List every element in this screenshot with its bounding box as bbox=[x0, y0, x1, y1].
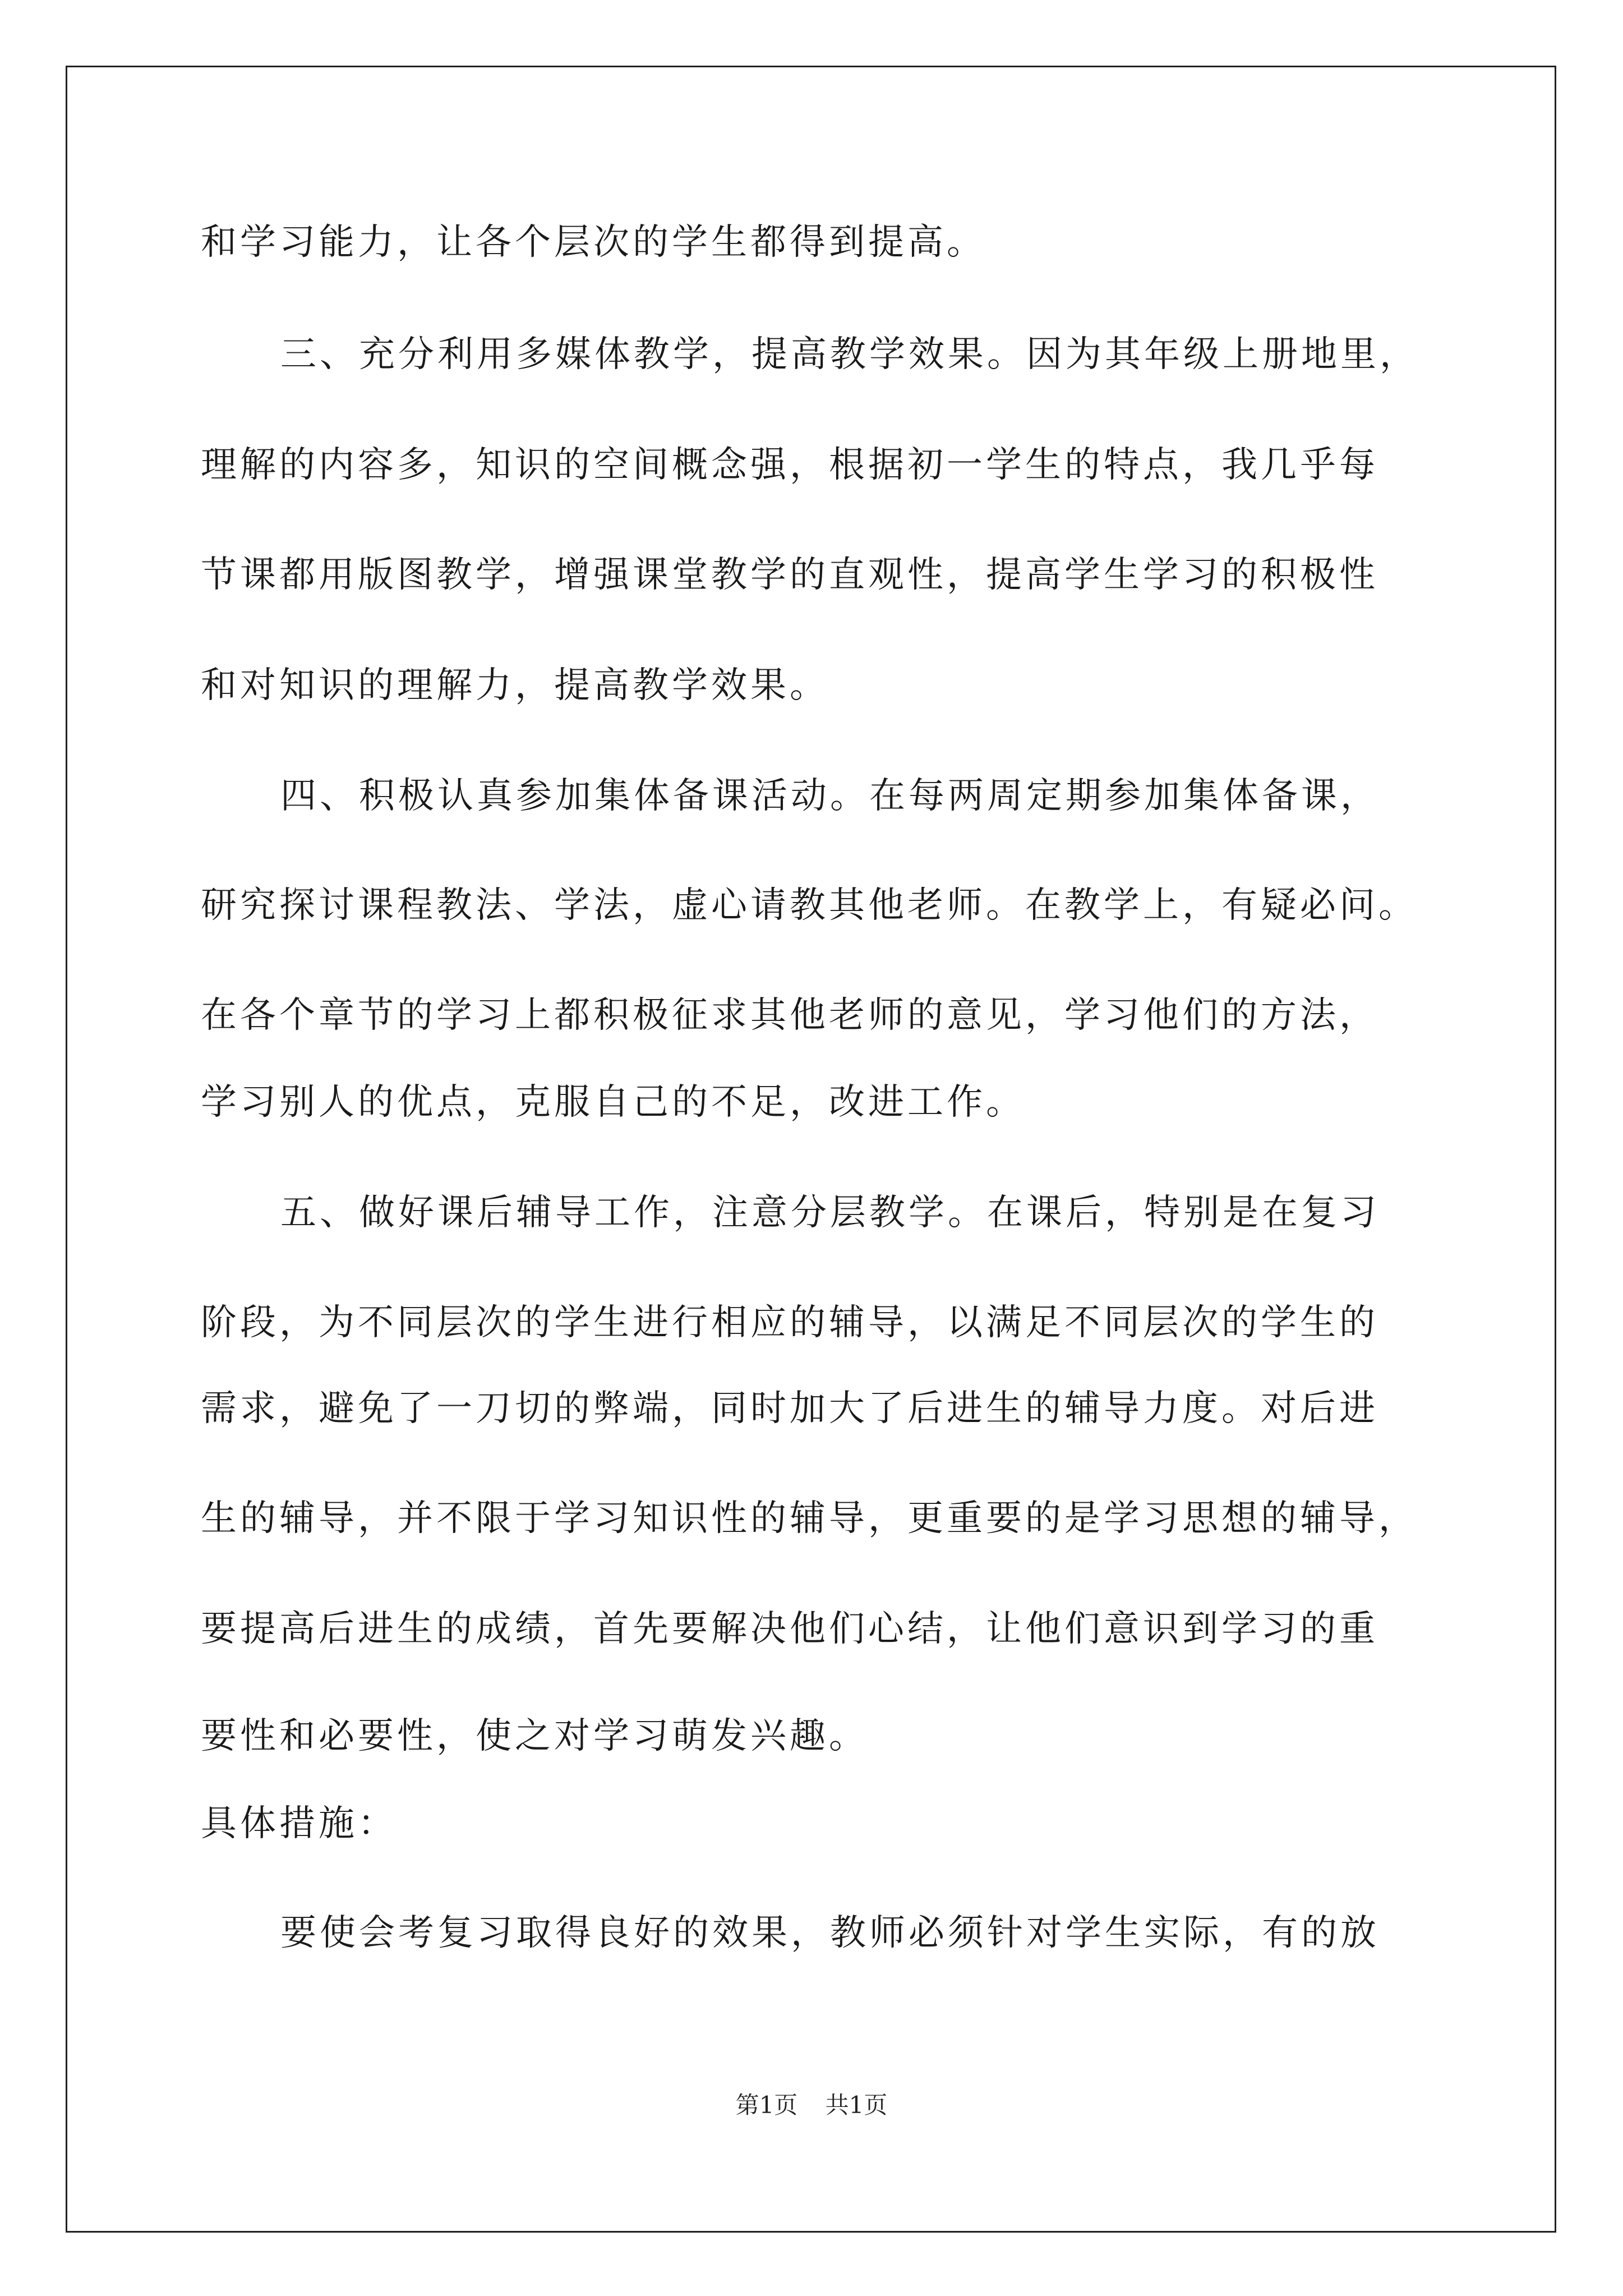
paragraph-heading-line: 五、做好课后辅导工作，注意分层教学。在课后，特别是在复习 bbox=[280, 1192, 1380, 1234]
page-number: 第1页 bbox=[735, 2091, 798, 2119]
paragraph-heading-line: 三、充分利用多媒体教学，提高教学效果。因为其年级上册地里， bbox=[280, 334, 1419, 375]
text-line: 和对知识的理解力，提高教学效果。 bbox=[201, 665, 829, 706]
paragraph-heading-line: 四、积极认真参加集体备课活动。在每两周定期参加集体备课， bbox=[280, 775, 1380, 817]
text-line: 要性和必要性，使之对学习萌发兴趣。 bbox=[201, 1715, 868, 1757]
section-label: 具体措施： bbox=[201, 1803, 397, 1844]
text-line: 和学习能力，让各个层次的学生都得到提高。 bbox=[201, 222, 986, 263]
page-total: 共1页 bbox=[825, 2091, 888, 2119]
text-line: 在各个章节的学习上都积极征求其他老师的意见，学习他们的方法， bbox=[201, 995, 1378, 1036]
text-line: 学习别人的优点，克服自己的不足，改进工作。 bbox=[201, 1082, 1025, 1123]
text-line: 研究探讨课程教法、学法，虚心请教其他老师。在教学上，有疑必问。 bbox=[201, 885, 1418, 926]
text-line: 需求，避免了一刀切的弊端，同时加大了后进生的辅导力度。对后进 bbox=[201, 1388, 1378, 1429]
text-line: 要提高后进生的成绩，首先要解决他们心结，让他们意识到学习的重 bbox=[201, 1608, 1378, 1650]
text-line: 阶段，为不同层次的学生进行相应的辅导，以满足不同层次的学生的 bbox=[201, 1302, 1378, 1343]
text-line: 节课都用版图教学，增强课堂教学的直观性，提高学生学习的积极性 bbox=[201, 554, 1378, 596]
page-footer bbox=[0, 2087, 1623, 2120]
text-line: 生的辅导，并不限于学习知识性的辅导，更重要的是学习思想的辅导， bbox=[201, 1498, 1418, 1539]
text-line: 理解的内容多，知识的空间概念强，根据初一学生的特点，我几乎每 bbox=[201, 444, 1378, 486]
page-border bbox=[66, 66, 1556, 2233]
text-line: 要使会考复习取得良好的效果，教师必须针对学生实际，有的放 bbox=[280, 1912, 1380, 1954]
